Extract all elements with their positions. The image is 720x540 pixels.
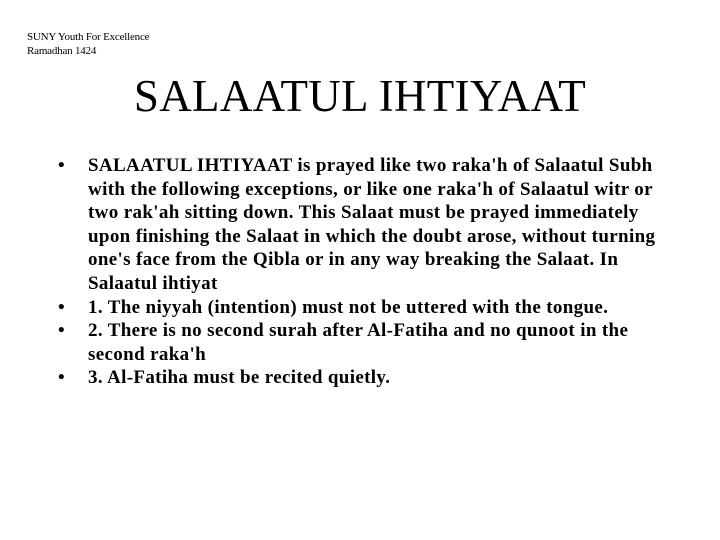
bullet-text: SALAATUL IHTIYAAT is prayed like two raka'h of Salaatul Subh with the following exceptions, or like one raka'h of Salaatul witr or two rak'ah sitting down. This Salaat must be prayed immediately upon finishing the Salaat in which the doubt arose, without turning one's face from the Qibla or in any way breaking the Salaat. In Salaatul ihtiyat [88, 155, 656, 294]
header-date: Ramadhan 1424 [27, 45, 97, 57]
bullet-icon: • [58, 367, 66, 389]
bullet-icon: • [58, 320, 66, 342]
header-note [27, 30, 149, 58]
bullet-text: 3. Al-Fatiha must be recited quietly. [88, 367, 391, 389]
bullet-item-fatiha [58, 366, 678, 390]
bullet-item-surah [58, 319, 678, 366]
header-org: SUNY Youth For Excellence [27, 31, 150, 43]
bullet-text: 1. The niyyah (intention) must not be uttered with the tongue. [88, 296, 609, 318]
bullet-item-niyyah [58, 296, 678, 320]
bullet-list [58, 154, 678, 390]
bullet-item-intro [58, 154, 678, 296]
bullet-icon: • [58, 296, 66, 318]
bullet-text: 2. There is no second surah after Al-Fatiha and no qunoot in the second raka'h [88, 320, 629, 365]
slide-title: SALAATUL IHTIYAAT [133, 71, 587, 121]
bullet-icon: • [58, 155, 66, 176]
